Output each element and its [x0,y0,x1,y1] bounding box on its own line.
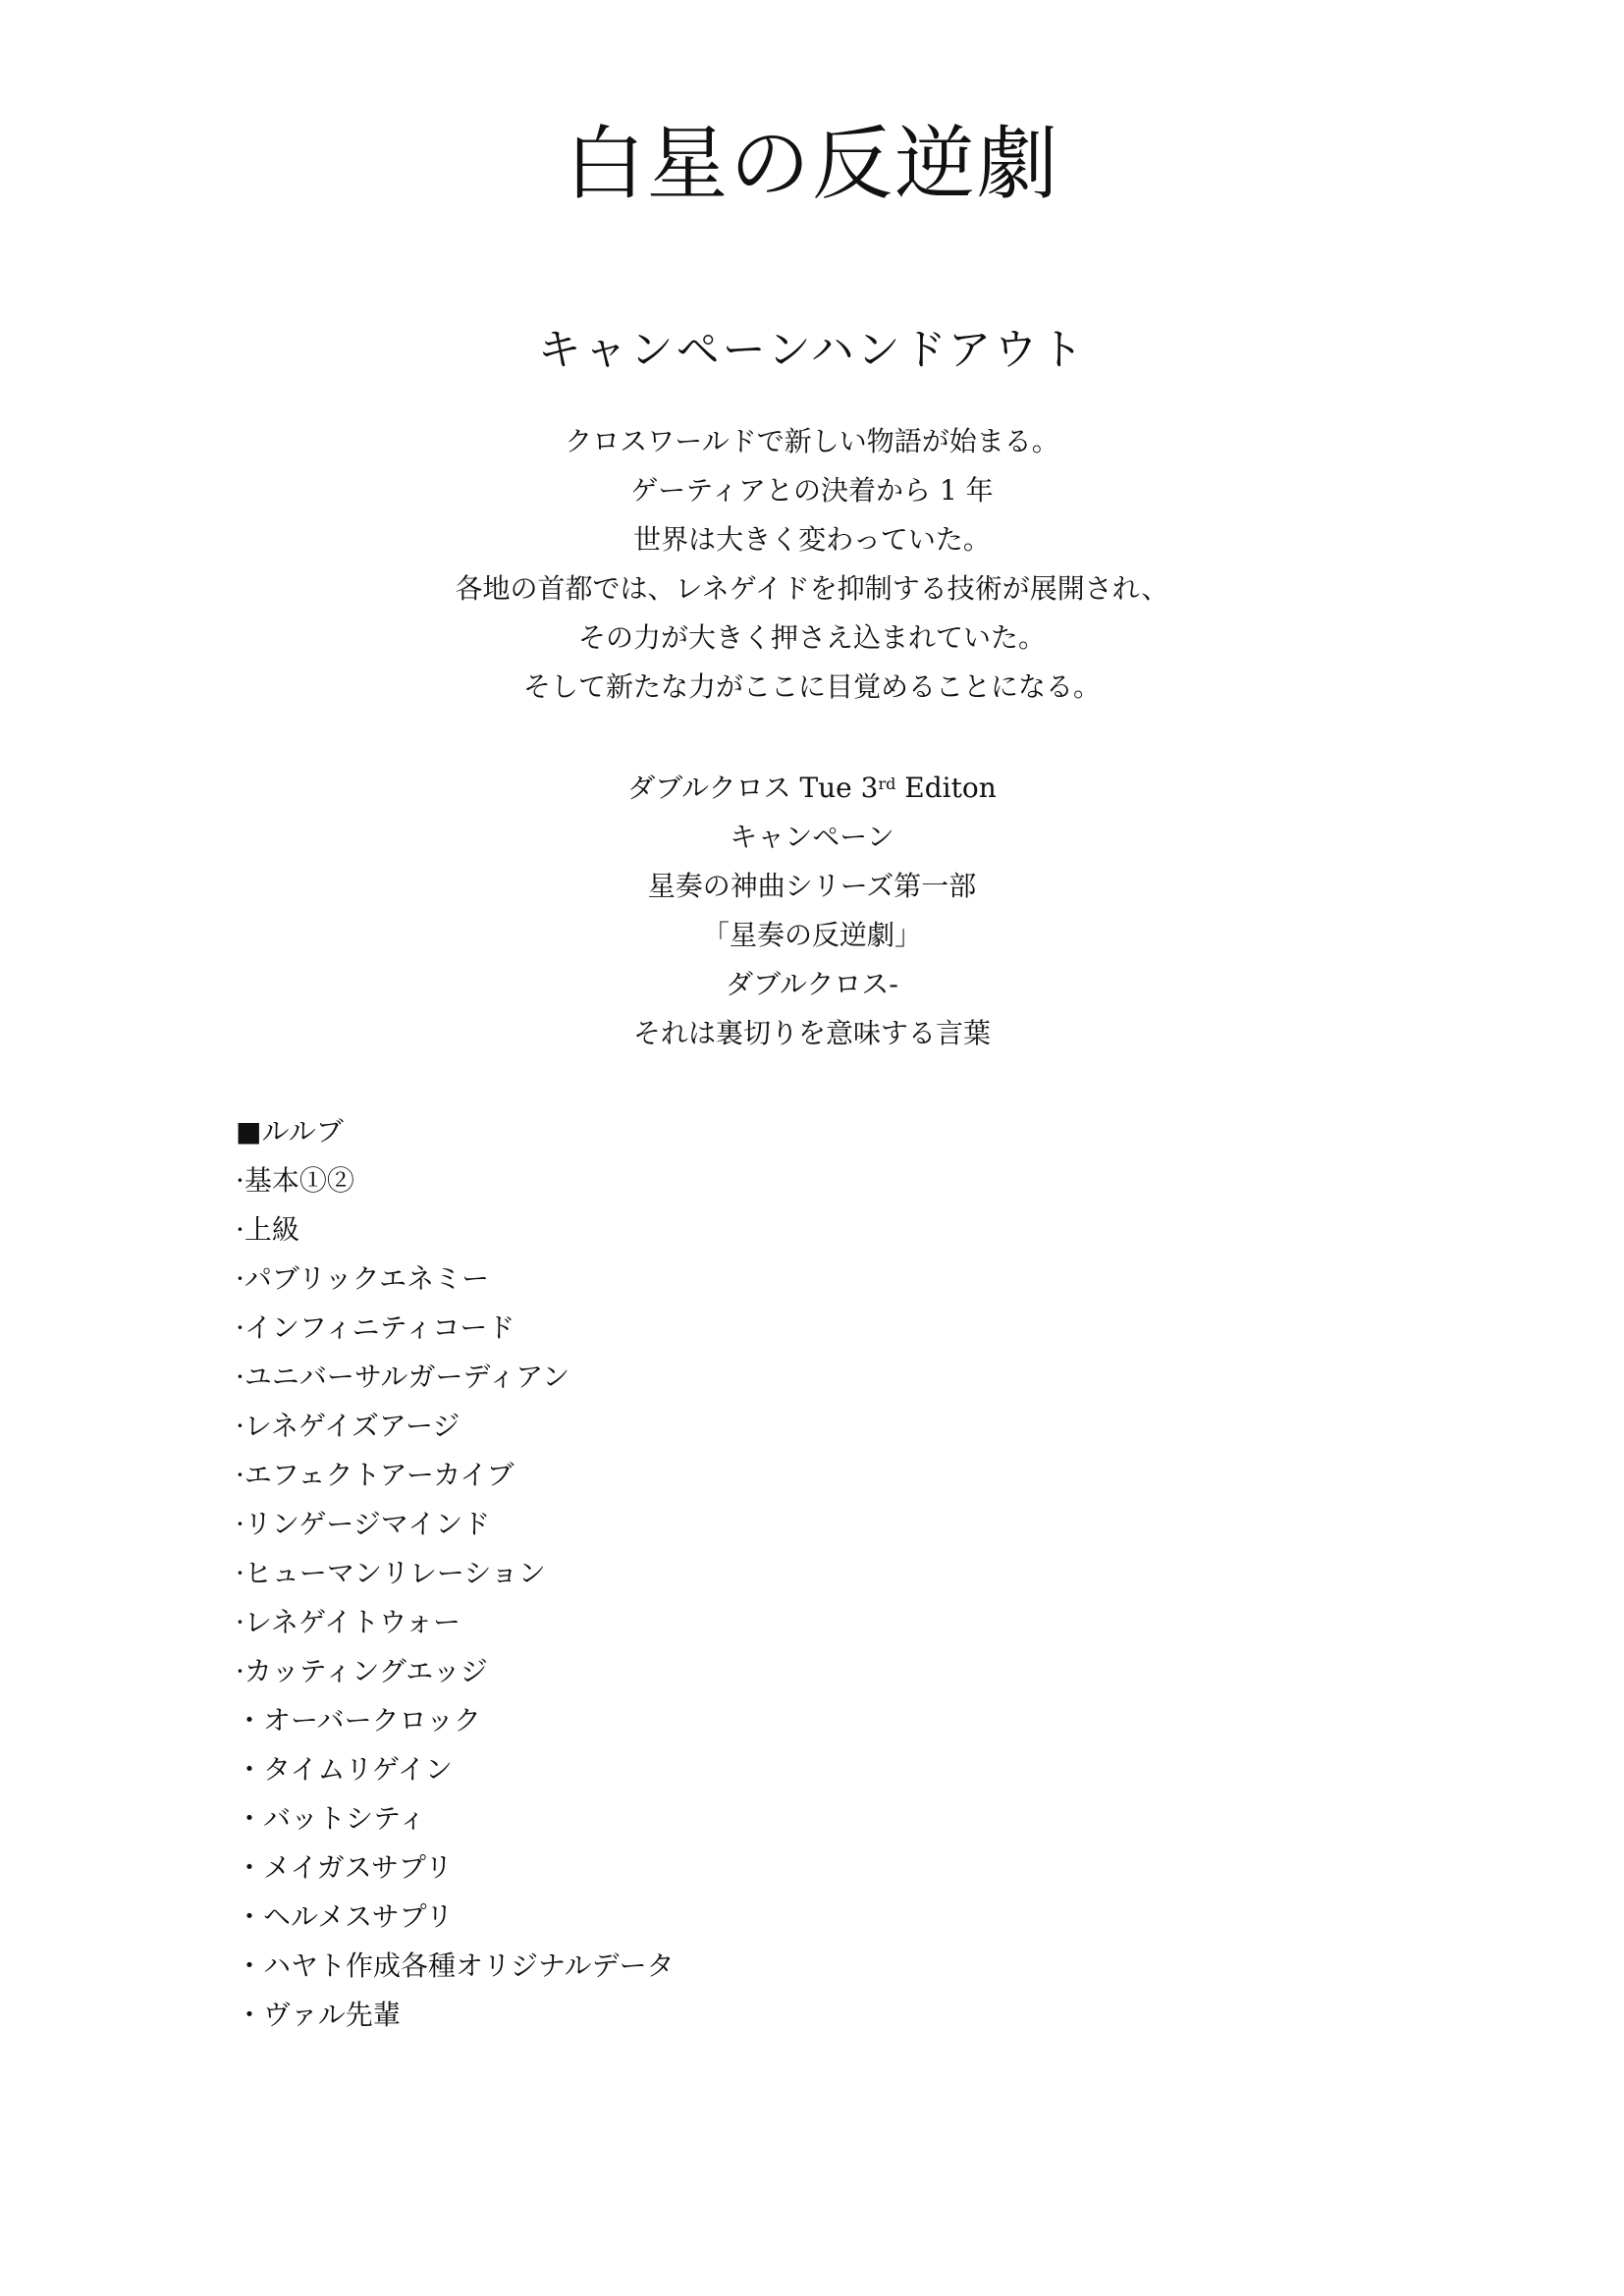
rulebook-item: ·レネゲイトウォー [236,1606,460,1638]
rulebook-list [236,1107,1414,2040]
rulebook-item: ・バットシティ [236,1802,426,1835]
game-system-name: ダブルクロス Tue 3 [627,772,879,804]
intro-line: クロスワールドで新しい物語が始まる。 [565,425,1059,457]
rulebook-item: ·ユニバーサルガーディアン [236,1361,570,1393]
rulebook-item: ・タイムリゲイン [236,1753,453,1786]
rulebook-item: ·リンゲージマインド [236,1508,491,1540]
intro-line: 世界は大きく変わっていた。 [633,523,991,556]
rulebook-item: ·カッティングエッジ [236,1655,488,1687]
rulebook-item: ・ヴァル先輩 [236,1999,401,2031]
edition-superscript: rd [878,774,896,793]
rulebook-item: ・ヘルメスサプリ [236,1900,454,1933]
credit-line: キャンペーン [730,821,894,853]
rulebook-item: ·パブリックエネミー [236,1262,490,1295]
rulebook-item: ・メイガスサプリ [236,1851,453,1884]
intro-line: 各地の首都では、レネゲイドを抑制する技術が展開され、 [455,572,1169,605]
rulebook-item: ・ハヤト作成各種オリジナルデータ [236,1949,675,1982]
credit-line: 星奏の神曲シリーズ第一部 [647,870,977,902]
rulebook-item: ·上級 [236,1213,299,1246]
intro-paragraph [0,417,1624,712]
campaign-credits [0,764,1624,1058]
rulebook-item: ·ヒューマンリレーション [236,1557,546,1589]
rulebook-item: ·インフィニティコード [236,1311,515,1344]
campaign-handout-heading: キャンペーンハンドアウト [537,325,1087,375]
rulebook-heading: ■ルルブ [236,1115,344,1148]
rulebook-item: ·エフェクトアーカイブ [236,1459,514,1491]
credit-line: ダブルクロス- [726,968,898,1000]
document-title: 白星の反逆劇 [564,118,1059,211]
game-system-line [0,764,1624,813]
intro-line: その力が大きく押さえ込まれていた。 [577,621,1046,654]
rulebook-item: ·レネゲイズアージ [236,1410,460,1442]
intro-line: そして新たな力がここに目覚めることになる。 [522,670,1101,703]
edition-label: Editon [895,772,997,804]
credit-line: それは裏切りを意味する言葉 [632,1017,991,1049]
rulebook-item: ・オーバークロック [236,1704,482,1736]
rulebook-item: ·基本①② [236,1164,354,1197]
credit-line: 「星奏の反逆劇」 [701,919,922,951]
intro-line: ゲーティアとの決着から 1 年 [630,474,994,507]
